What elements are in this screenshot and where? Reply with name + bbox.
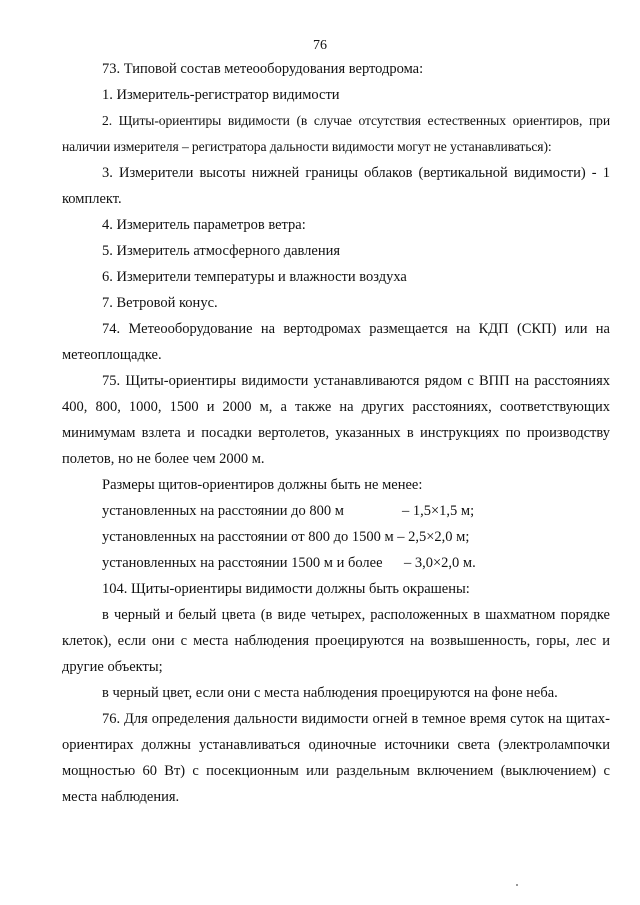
- paragraph-76: 76. Для определения дальности видимости огней в темное время суток на щитах-ориентирах должны устанавливаться одиночные источники света (электролампочки мощностью 60 Вт) с посекционным или раздельным включением (выключением) с места наблюдения.: [62, 711, 610, 805]
- paragraph-73: 73. Типовой состав метеооборудования вертодрома:: [102, 61, 424, 77]
- scan-speck: [516, 884, 518, 886]
- paragraph-75: 75. Щиты-ориентиры видимости устанавливаются рядом с ВПП на расстояниях 400, 800, 1000, 1500 и 2000 м, а также на других расстояниях, соответствующих минимумам взлета и посадки вертолетов, указанных в инструкциях по производству полетов, но не более чем 2000 м.: [62, 373, 610, 467]
- size-row-2: установленных на расстоянии от 800 до 1500 м – 2,5×2,0 м;: [102, 529, 470, 545]
- size-row-1-value: – 1,5×1,5 м;: [402, 503, 475, 519]
- sizes-intro: Размеры щитов-ориентиров должны быть не менее:: [102, 477, 423, 493]
- list-item-4: 4. Измеритель параметров ветра:: [102, 217, 306, 233]
- size-row-3-label: установленных на расстоянии 1500 м и более: [102, 555, 383, 571]
- paint-rule-2: в черный цвет, если они с места наблюдения проецируются на фоне неба.: [102, 685, 558, 701]
- list-item-2: 2. Щиты-ориентиры видимости (в случае отсутствия естественных ориентиров, при наличии измерителя – регистратора дальности видимости могут не устанавливаться):: [62, 113, 610, 154]
- size-row-1: [62, 498, 610, 524]
- document-body: [62, 56, 610, 810]
- list-item-1: 1. Измеритель-регистратор видимости: [102, 87, 340, 103]
- list-item-5: 5. Измеритель атмосферного давления: [102, 243, 341, 259]
- list-item-3: 3. Измерители высоты нижней границы облаков (вертикальной видимости) - 1 комплект.: [62, 165, 610, 207]
- size-row-3: [62, 550, 610, 576]
- paint-rule-1: в черный и белый цвета (в виде четырех, расположенных в шахматном порядке клеток), если они с места наблюдения проецируются на возвышенность, горы, лес и другие объекты;: [62, 607, 610, 675]
- list-item-7: 7. Ветровой конус.: [102, 295, 218, 311]
- size-row-1-label: установленных на расстоянии до 800 м: [102, 503, 344, 519]
- list-item-6: 6. Измерители температуры и влажности воздуха: [102, 269, 407, 285]
- paragraph-104: 104. Щиты-ориентиры видимости должны быть окрашены:: [102, 581, 470, 597]
- size-row-3-value: – 3,0×2,0 м.: [404, 555, 476, 571]
- paragraph-74: 74. Метеооборудование на вертодромах размещается на КДП (СКП) или на метеоплощадке.: [62, 321, 610, 363]
- page-number: 76: [313, 38, 327, 53]
